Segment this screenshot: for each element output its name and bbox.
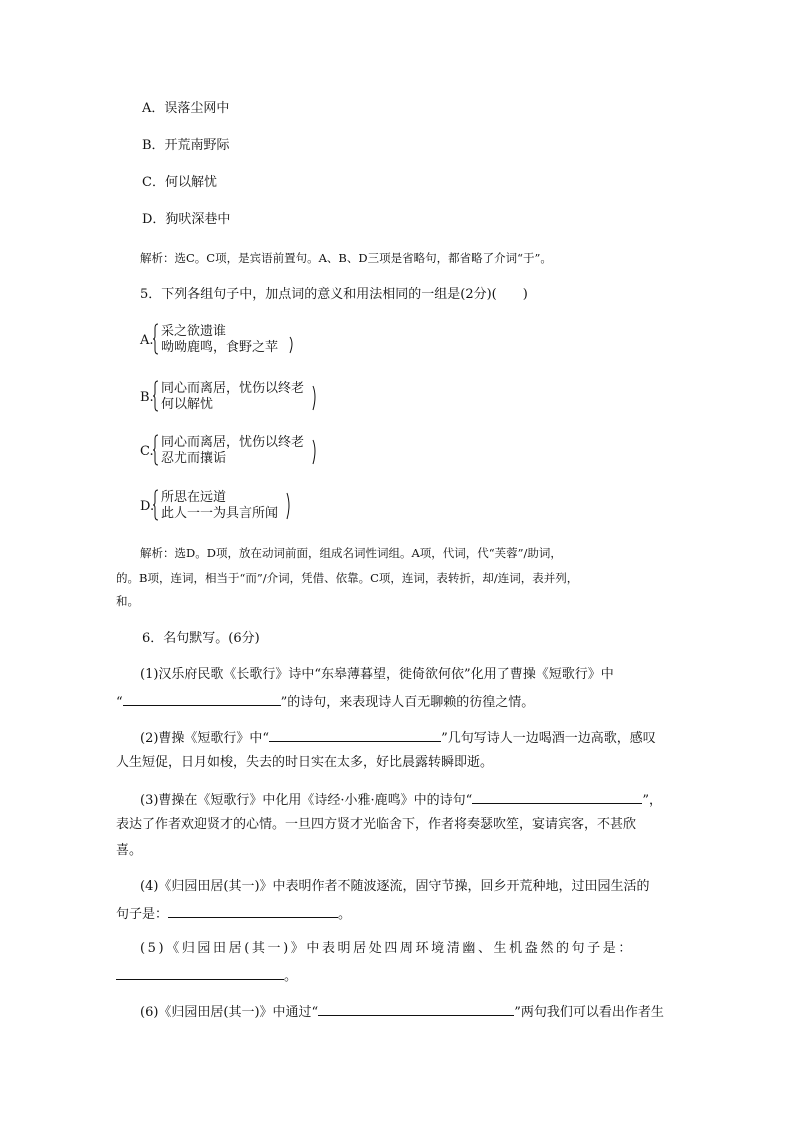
right-paren-icon [312,434,318,466]
blank-1[interactable] [123,693,281,706]
q5-option-a-label: A. [140,333,154,348]
q5-option-b-sentence-1: 同心而离居，忧伤以终老 [161,381,305,396]
right-paren-icon [312,380,318,412]
q5-option-c-sentence-1: 同心而离居，忧伤以终老 [161,435,305,450]
q6-item5-line1: (5)《归园田居(其一)》中表明居处四周环境清幽、生机盎然的句子是： [140,941,634,956]
q5-option-a-sentence-2: 呦呦鹿鸣，食野之苹 [161,340,279,355]
blank-3[interactable] [472,791,642,804]
q6-item3-line1: (3)曹操在《短歌行》中化用《诗经·小雅·鹿鸣》中的诗句“ ”， [140,793,662,808]
analysis-q5-line1: 解析：选D。D项，放在动词前面，组成名词性词组。A项，代词，代“芙蓉”/助词， [140,546,562,560]
q5-option-a-sentence-1: 采之欲遗谁 [161,324,227,339]
blank-2[interactable] [269,729,441,742]
option-b: B．开荒南野际 [142,138,230,153]
left-brace-icon [153,489,159,521]
q6-item5-line2: 。 [116,967,297,985]
q5-option-b-label: B. [140,390,154,405]
analysis-q5-line3: 和。 [116,594,139,608]
q5-option-d-label: D. [140,499,155,514]
option-a: A．误落尘网中 [142,101,230,116]
q6-item1-line1: (1)汉乐府民歌《长歌行》诗中“东皋薄暮望，徙倚欲何依”化用了曹操《短歌行》中 [140,667,614,682]
q6-item6-line1: (6)《归园田居(其一)》中通过“ ”两句我们可以看出作者生 [140,1005,664,1020]
q6-item3-line2: 表达了作者欢迎贤才的心情。一旦四方贤才光临舍下，作者将奏瑟吹笙，宴请宾客，不甚欣 [116,817,637,832]
right-paren-icon [289,323,295,355]
q6-item4-line1: (4)《归园田居(其一)》中表明作者不随波逐流，固守节操，回乡开荒种地，过田园生活的 [140,879,650,894]
analysis-q4: 解析：选C。C项，是宾语前置句。A、B、D三项是省略句，都省略了介词“于”。 [140,251,552,265]
q5-option-b-sentence-2: 何以解忧 [161,397,214,412]
q6-item4-line2: 句子是： 。 [116,907,352,922]
q5-option-c-sentence-2: 忍尤而攘诟 [161,451,227,466]
q6-item3-line3: 喜。 [116,843,143,858]
blank-6[interactable] [318,1003,514,1016]
blank-4[interactable] [168,905,338,918]
q6-item2-line2: 人生短促，日月如梭，失去的时日实在太多，好比晨露转瞬即逝。 [116,755,494,770]
question-5-stem: 5．下列各组句子中，加点词的意义和用法相同的一组是(2分)( ) [140,287,528,302]
right-paren-icon [286,489,292,521]
q6-item1-line2: “ ”的诗句，来表现诗人百无聊赖的彷徨之情。 [116,695,535,710]
blank-5[interactable] [116,967,284,980]
question-6-stem: 6．名句默写。(6分) [142,631,260,646]
q5-option-d-sentence-1: 所思在远道 [161,490,227,505]
left-brace-icon [153,380,159,412]
left-brace-icon [153,434,159,466]
option-c: C．何以解忧 [142,175,217,190]
q5-option-d-sentence-2: 此人一一为具言所闻 [161,506,279,521]
q5-option-c-label: C. [140,444,154,459]
analysis-q5-line2: 的。B项，连词，相当于“而”/介词，凭借、依靠。C项，连词，表转折，却/连词，表并列， [116,571,579,585]
option-d: D．狗吠深巷中 [142,212,231,227]
q6-item2-line1: (2)曹操《短歌行》中“ ”几句写诗人一边喝酒一边高歌，感叹 [140,731,656,746]
left-brace-icon [153,323,159,355]
